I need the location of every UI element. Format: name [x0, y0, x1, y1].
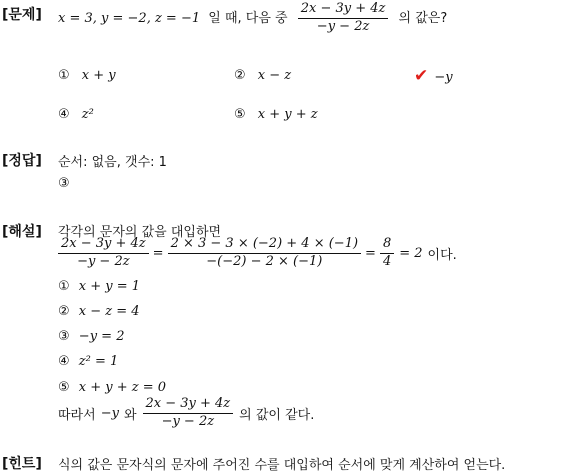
explanation-item-expr: x + y + z = 0	[78, 380, 167, 395]
hint-label: [힌트]	[2, 456, 42, 472]
problem-tail-text: 의 값은?	[398, 10, 448, 26]
eq-fraction-2-denominator: −(−2) − 2 × (−1)	[206, 253, 323, 269]
explanation-item	[58, 279, 140, 294]
choice-2[interactable]	[234, 68, 291, 83]
eq-suffix: 이다.	[427, 247, 457, 263]
eq-sign-1: =	[152, 245, 164, 261]
conclusion-fraction-denominator: −y − 2z	[161, 413, 215, 429]
problem-fraction-numerator: 2x − 3y + 4z	[298, 2, 389, 19]
explanation-item-expr: x + y = 1	[78, 279, 141, 294]
eq-fraction-3-denominator: 4	[382, 253, 392, 269]
problem-statement	[58, 2, 447, 35]
conclusion-and: 와	[123, 407, 137, 423]
choice-5-expr: x + y + z	[257, 107, 318, 122]
conclusion-suffix: 의 값이 같다.	[239, 407, 315, 423]
explanation-item	[58, 354, 118, 369]
eq-result: = 2	[399, 245, 423, 261]
problem-fraction	[298, 2, 389, 35]
explanation-item-number: ④	[58, 354, 70, 369]
problem-label: [문제]	[2, 7, 42, 23]
explanation-item-number: ③	[58, 329, 70, 344]
choice-2-number: ②	[234, 68, 246, 83]
explanation-item	[58, 304, 140, 319]
explanation-item-expr: x − z = 4	[78, 304, 140, 319]
explanation-item-number: ①	[58, 279, 70, 294]
eq-sign-2: =	[365, 245, 376, 261]
choice-3[interactable]	[414, 66, 453, 86]
hint-text: 식의 값은 문자식의 문자에 주어진 수를 대입하여 순서에 맞게 계산하여 얻는다.	[58, 458, 506, 473]
choice-3-expr: −y	[434, 70, 453, 85]
answer-meta: 순서: 없음, 갯수: 1	[58, 155, 167, 170]
answer-value: ③	[58, 176, 70, 191]
eq-fraction-1-denominator: −y − 2z	[77, 253, 130, 269]
problem-conditions: x = 3, y = −2, z = −1	[58, 10, 201, 26]
choice-1-number: ①	[58, 68, 70, 83]
explanation-item-number: ⑤	[58, 380, 70, 395]
choice-2-expr: x − z	[257, 68, 292, 83]
eq-fraction-3	[380, 237, 394, 270]
conclusion-fraction-numerator: 2x − 3y + 4z	[143, 397, 234, 414]
eq-fraction-2-numerator: 2 × 3 − 3 × (−2) + 4 × (−1)	[168, 237, 361, 254]
problem-fraction-denominator: −y − 2z	[316, 18, 370, 34]
explanation-item-expr: −y = 2	[78, 329, 125, 344]
problem-mid-text: 일 때, 다음 중	[208, 10, 288, 26]
explanation-item	[58, 380, 166, 395]
conclusion-prefix: 따라서	[58, 407, 96, 423]
eq-fraction-2	[168, 237, 361, 270]
explanation-item	[58, 329, 124, 344]
explanation-item-number: ②	[58, 304, 70, 319]
eq-fraction-3-numerator: 8	[380, 237, 394, 254]
correct-check-icon: ✔	[414, 66, 429, 86]
explanation-equation	[58, 237, 457, 270]
choice-4-expr: z²	[81, 107, 94, 122]
choice-5[interactable]	[234, 107, 318, 122]
explanation-intro: 각각의 문자의 값을 대입하면	[58, 225, 222, 240]
choice-4[interactable]	[58, 107, 94, 122]
conclusion-expr: −y	[100, 405, 119, 421]
choice-4-number: ④	[58, 107, 70, 122]
choice-1-expr: x + y	[81, 68, 116, 83]
eq-fraction-1	[58, 237, 149, 270]
answer-label: [정답]	[2, 153, 42, 169]
explanation-label: [해설]	[2, 224, 42, 240]
choice-1[interactable]	[58, 68, 116, 83]
conclusion-fraction	[143, 397, 234, 430]
explanation-conclusion	[58, 397, 314, 430]
eq-fraction-1-numerator: 2x − 3y + 4z	[58, 237, 149, 254]
explanation-item-expr: z² = 1	[78, 354, 119, 369]
choice-5-number: ⑤	[234, 107, 246, 122]
